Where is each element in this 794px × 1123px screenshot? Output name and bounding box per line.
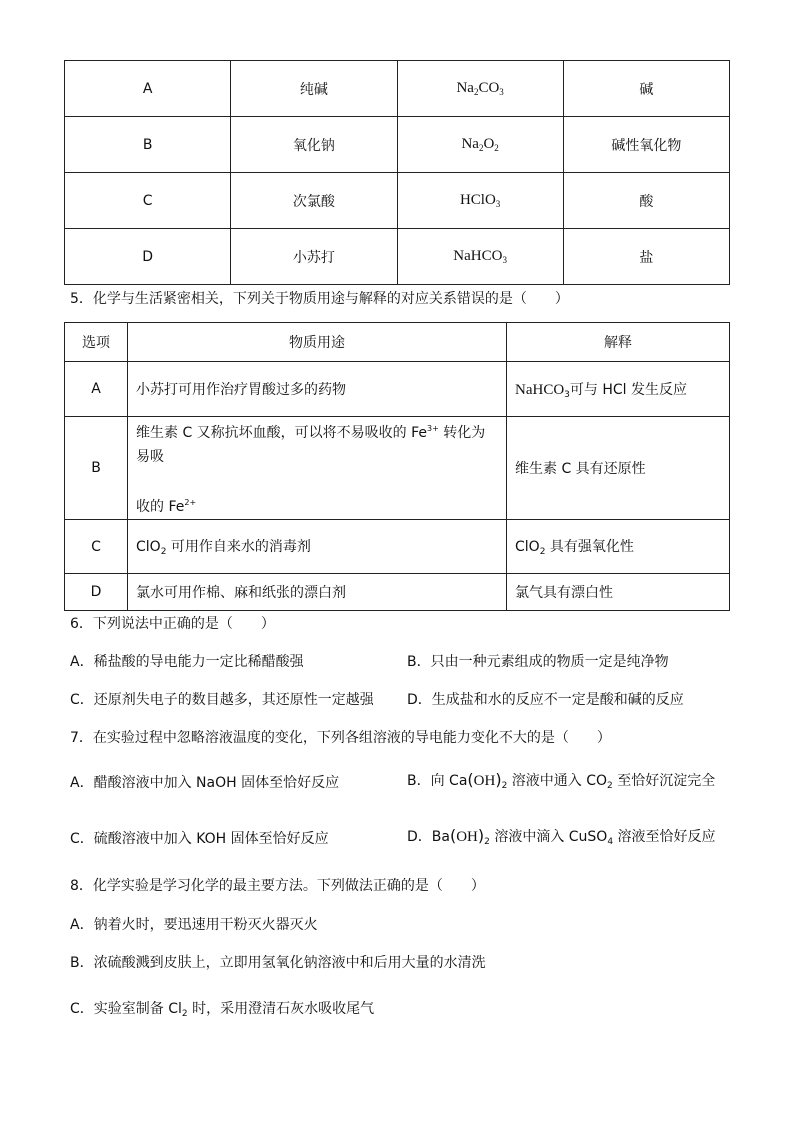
substance-name: 次氯酸: [231, 173, 397, 229]
row-letter: B: [65, 417, 128, 520]
chemical-formula: HClO$_3$: [397, 173, 563, 229]
row-letter: B: [65, 117, 231, 173]
substance-name: 小苏打: [231, 229, 397, 285]
table-row: [65, 520, 730, 574]
use-text: 氯水可用作棉、麻和纸张的漂白剂: [128, 574, 507, 611]
question-6-option-b: B．只由一种元素组成的物质一定是纯净物: [407, 654, 669, 670]
question-8-option-a: A．钠着火时，要迅速用干粉灭火器灭火: [70, 917, 318, 933]
explain-text: ClO$_2$ 具有强氧化性: [507, 520, 730, 574]
question-6-option-a: A．稀盐酸的导电能力一定比稀醋酸强: [70, 654, 304, 670]
classification-table: [64, 60, 730, 285]
substance-category: 酸: [563, 173, 729, 229]
question-8-stem: 8．化学实验是学习化学的最主要方法。下列做法正确的是（ ）: [70, 878, 485, 894]
substance-name: 纯碱: [231, 61, 397, 117]
substance-category: 盐: [563, 229, 729, 285]
row-letter: C: [65, 520, 128, 574]
explain-text: 维生素 C 具有还原性: [507, 417, 730, 520]
question-7-option-d: D．$Ba(OH)_2$ 溶液中滴入 CuSO$_4$ 溶液至恰好反应: [407, 826, 716, 847]
row-letter: D: [65, 229, 231, 285]
table-row: [65, 173, 730, 229]
row-letter: D: [65, 574, 128, 611]
explain-text: NaHCO$_3$可与 HCl 发生反应: [507, 362, 730, 417]
table-header-row: [65, 323, 730, 362]
usage-explanation-table: [64, 322, 730, 611]
question-6-option-d: D．生成盐和水的反应不一定是酸和碱的反应: [407, 692, 684, 708]
substance-category: 碱: [563, 61, 729, 117]
table-row: [65, 117, 730, 173]
row-letter: A: [65, 362, 128, 417]
question-8-option-c: C．实验室制备 $Cl_2$ 时，采用澄清石灰水吸收尾气: [70, 1001, 375, 1019]
table-row: [65, 229, 730, 285]
use-text: ClO$_2$ 可用作自来水的消毒剂: [128, 520, 507, 574]
question-7-option-c: C．硫酸溶液中加入 KOH 固体至恰好反应: [70, 831, 329, 847]
header-explain: 解释: [507, 323, 730, 362]
substance-category: 碱性氧化物: [563, 117, 729, 173]
explain-text: 氯气具有漂白性: [507, 574, 730, 611]
header-use: 物质用途: [128, 323, 507, 362]
table-row: [65, 362, 730, 417]
table-row: [65, 61, 730, 117]
use-text: 小苏打可用作治疗胃酸过多的药物: [128, 362, 507, 417]
row-letter: A: [65, 61, 231, 117]
chemical-formula: $Na_2CO_3$: [397, 61, 563, 117]
question-8-option-b: B．浓硫酸溅到皮肤上，立即用氢氧化钠溶液中和后用大量的水清洗: [70, 955, 486, 971]
header-option: 选项: [65, 323, 128, 362]
question-6-stem: 6．下列说法中正确的是（ ）: [70, 616, 275, 632]
table-row: [65, 417, 730, 520]
question-7-option-b: B．向 $Ca(OH)_2$ 溶液中通入 $CO_2$ 至恰好沉淀完全: [407, 770, 716, 791]
chemical-formula: NaHCO$_3$: [397, 229, 563, 285]
question-5-stem: 5．化学与生活紧密相关，下列关于物质用途与解释的对应关系错误的是（ ）: [70, 291, 569, 307]
question-7-option-a: A．醋酸溶液中加入 NaOH 固体至恰好反应: [70, 775, 340, 791]
use-text: 维生素 C 又称抗坏血酸，可以将不易吸收的 $Fe^{3+}$ 转化为易吸 收的 $Fe^{2+}$: [128, 417, 507, 520]
row-letter: C: [65, 173, 231, 229]
question-6-option-c: C．还原剂失电子的数目越多，其还原性一定越强: [70, 692, 374, 708]
substance-name: 氧化钠: [231, 117, 397, 173]
table-row: [65, 574, 730, 611]
chemical-formula: $Na_2O_2$: [397, 117, 563, 173]
question-7-stem: 7．在实验过程中忽略溶液温度的变化，下列各组溶液的导电能力变化不大的是（ ）: [70, 730, 611, 746]
